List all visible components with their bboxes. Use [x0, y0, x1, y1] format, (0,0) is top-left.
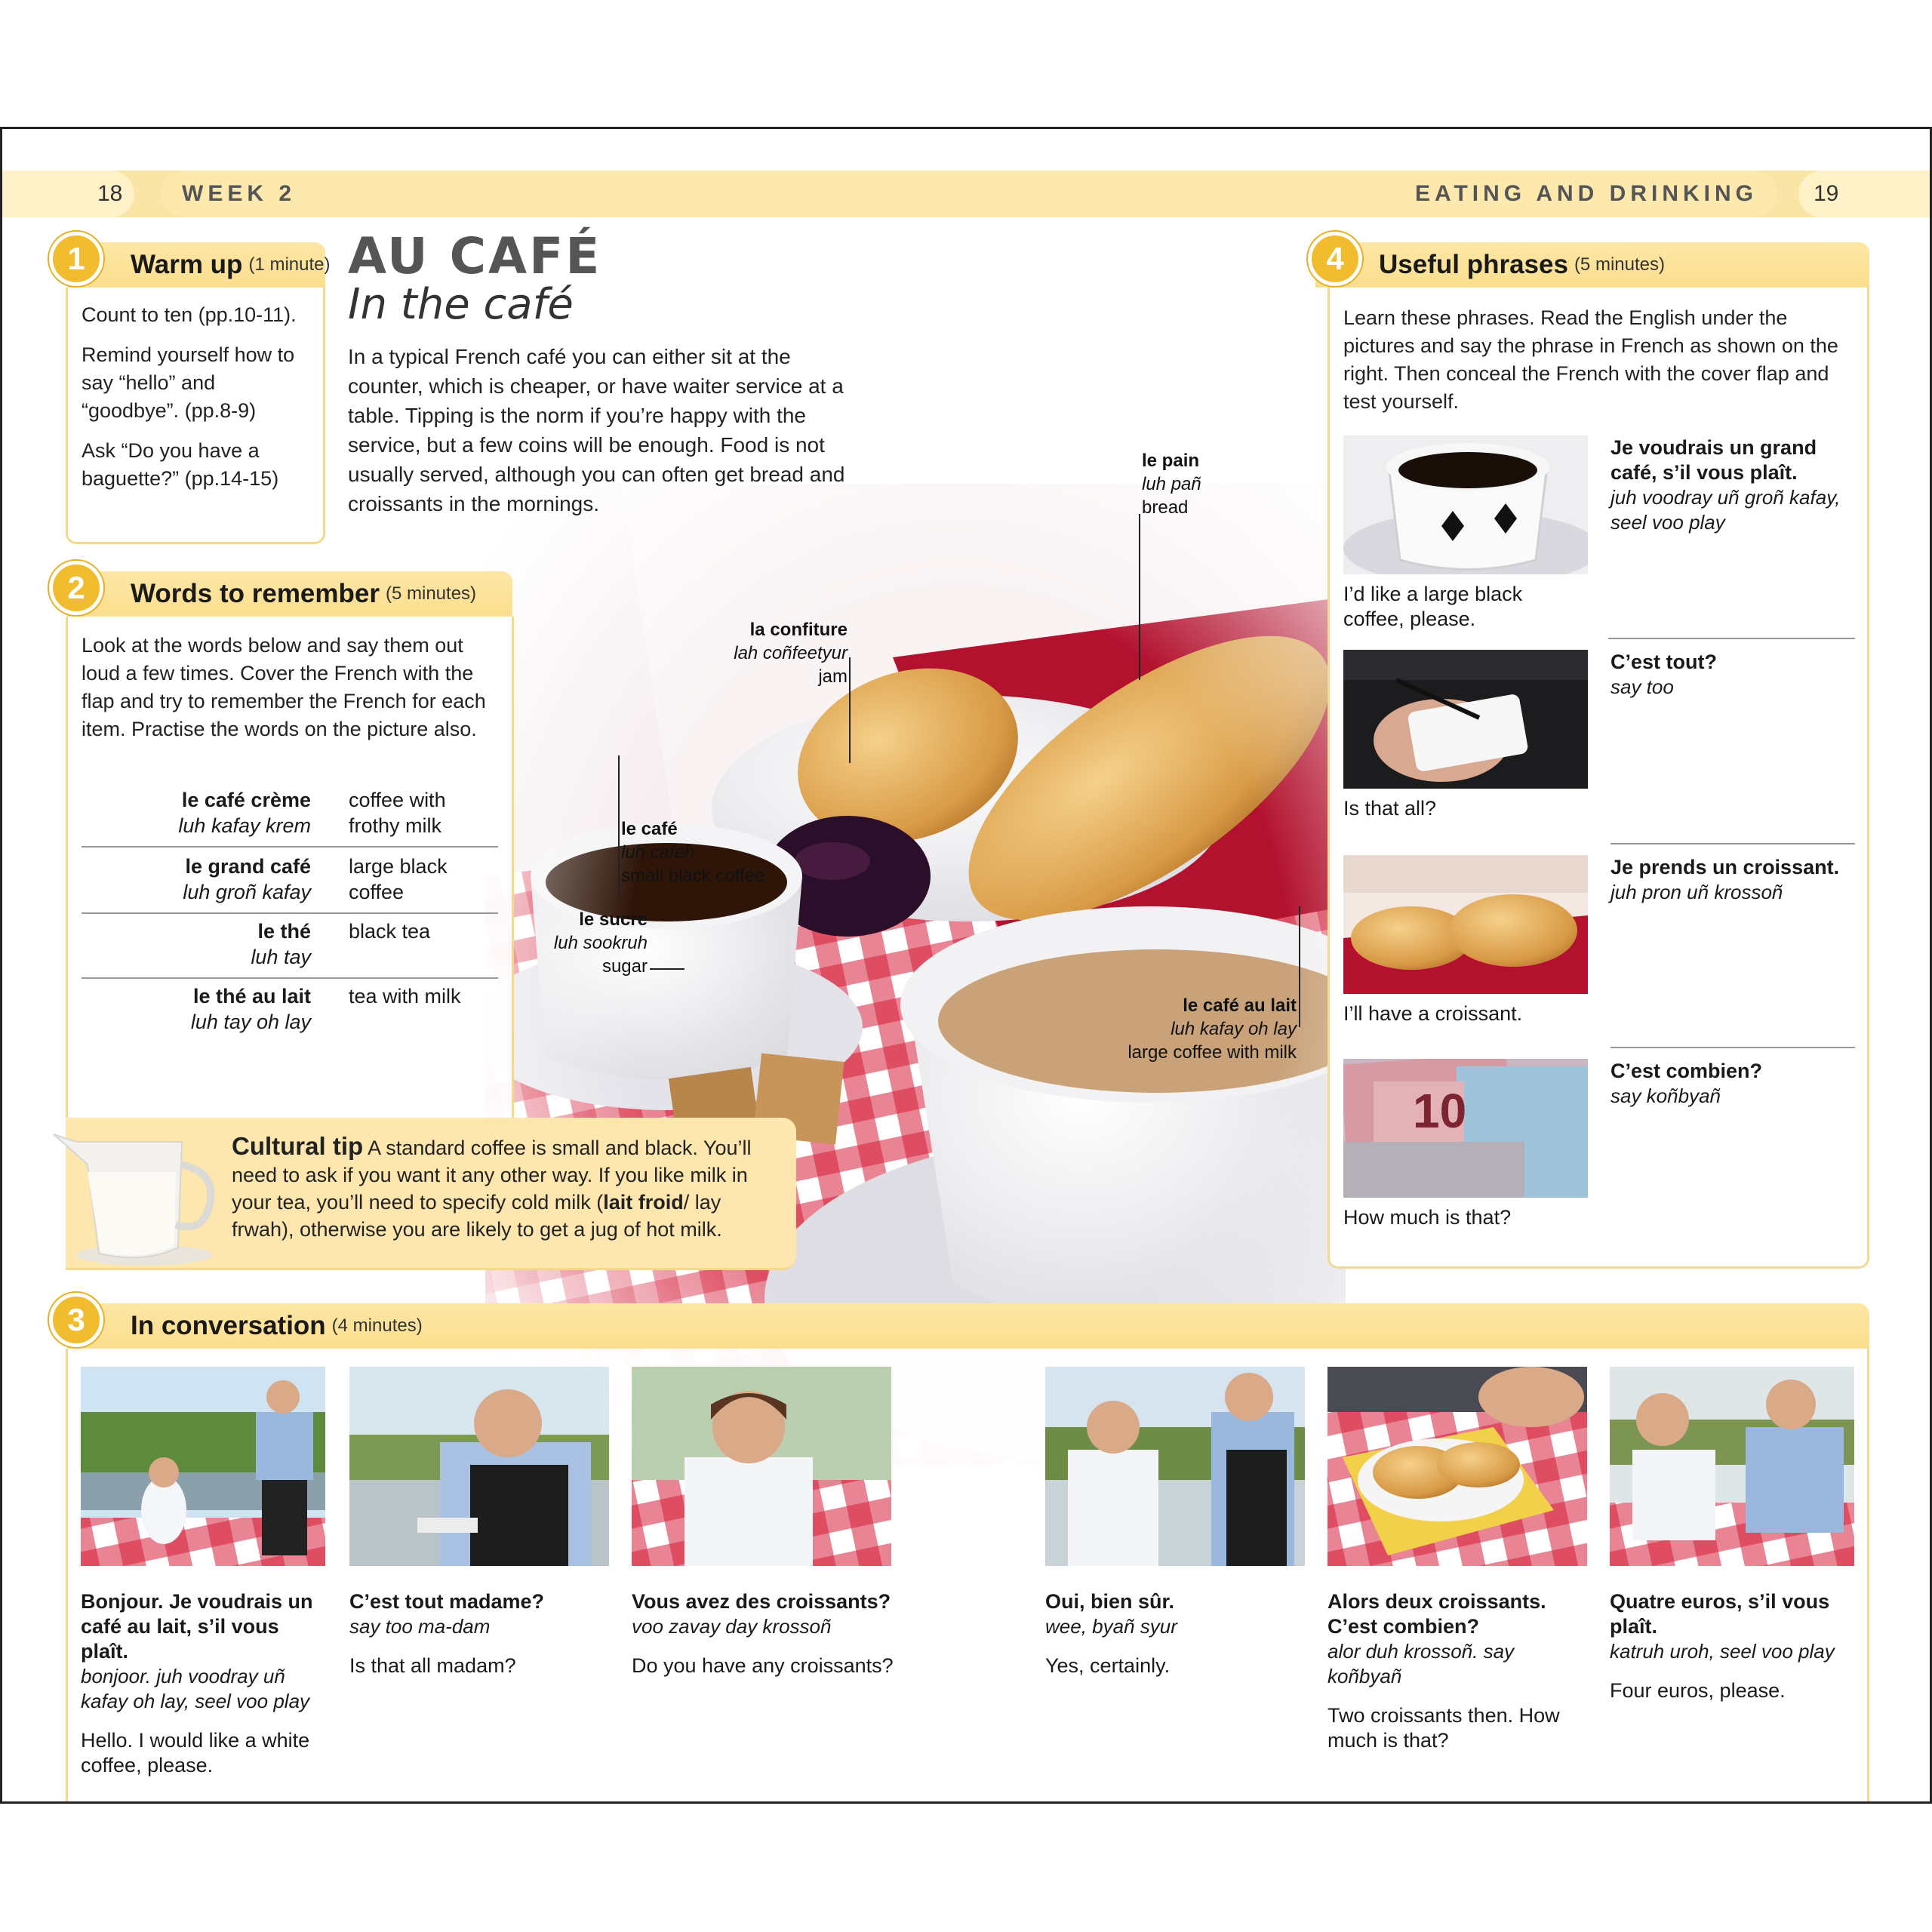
conversation-photo-3: [632, 1367, 891, 1566]
vocab-english: coffee with: [349, 789, 446, 811]
vocab-row: [82, 784, 498, 848]
vocab-french: le grand café: [185, 855, 311, 878]
right-pill-label: EATING AND DRINKING: [1415, 181, 1758, 206]
phrase-french: Je prends un croissant.: [1611, 856, 1840, 878]
conversation-pronunciation: voo zavay day krossoñ: [632, 1615, 832, 1638]
label-large-coffee: [1104, 994, 1297, 1064]
conversation-pronunciation: alor duh krossoñ. say koñbyañ: [1327, 1640, 1515, 1687]
page-title: AU CAFÉ: [348, 227, 602, 285]
conversation-french: Bonjour. Je voudrais un café au lait, s’il vous plaît.: [81, 1590, 313, 1663]
phrase-text-block: [1611, 855, 1855, 905]
conversation-photo-4: [1045, 1367, 1305, 1566]
conversation-pronunciation: katruh uroh, seel voo play: [1610, 1640, 1835, 1663]
phrase-divider-top: [1608, 638, 1853, 639]
words-header: [67, 571, 512, 617]
milk-jug-illustration: [46, 1119, 227, 1270]
warmup-header: [67, 242, 331, 288]
phrases-title: Useful phrases: [1379, 250, 1568, 279]
banknote-value: 10: [1413, 1084, 1467, 1138]
conversation-english: Four euros, please.: [1610, 1679, 1786, 1702]
section-number-4: 4: [1308, 232, 1362, 286]
vocab-french: le thé au lait: [192, 985, 311, 1008]
conversation-line-1: [81, 1589, 330, 1778]
conversation-english: Hello. I would like a white coffee, please.: [81, 1729, 310, 1777]
label-sugar-french: le sucre: [579, 909, 648, 930]
conversation-line-3: [632, 1589, 903, 1678]
conversation-photo-2: [349, 1367, 609, 1566]
conversation-box: [66, 1349, 1869, 1804]
phrase-photo-coffee: [1343, 435, 1588, 574]
vocab-english-line2: frothy milk: [349, 814, 442, 837]
phrase-english: I’d like a large black coffee, please.: [1343, 583, 1523, 630]
left-pill-label: WEEK 2: [182, 181, 297, 206]
croissant-serving-scene-5: [1327, 1367, 1587, 1566]
label-jam-pronunciation: lah coñfeetyur: [734, 643, 848, 663]
vocab-french: le café crème: [181, 789, 311, 811]
vocab-pronunciation: luh tay: [251, 946, 311, 968]
vocab-pronunciation: luh kafay krem: [178, 814, 311, 837]
conversation-french: Oui, bien sûr.: [1045, 1590, 1175, 1613]
label-small-coffee: [621, 817, 764, 888]
vocab-english-line2: coffee: [349, 881, 405, 903]
label-bread: [1142, 449, 1201, 519]
phrase-photo-notepad: [1343, 650, 1588, 789]
conversation-english: Do you have any croissants?: [632, 1654, 894, 1677]
vocab-english: tea with milk: [349, 985, 461, 1008]
vocab-english: black tea: [349, 920, 431, 943]
phrase-english: Is that all?: [1343, 797, 1437, 820]
warmup-title: Warm up: [131, 250, 243, 279]
phrases-box: [1327, 288, 1869, 1269]
warmup-box: [66, 288, 325, 544]
label-bread-english: bread: [1142, 497, 1189, 518]
label-small-coffee-pronunciation: luh cafeh: [621, 842, 695, 863]
warmup-minutes: (1 minute): [248, 254, 331, 275]
waiter-scene-4: [1045, 1367, 1305, 1566]
croissant-illustration: [1343, 855, 1588, 994]
phrase-french: C’est combien?: [1611, 1060, 1763, 1082]
conversation-photo-6: [1610, 1367, 1854, 1566]
label-large-coffee-pronunciation: luh kafay oh lay: [1171, 1019, 1297, 1039]
conversation-english: Two croissants then. How much is that?: [1327, 1704, 1560, 1752]
warmup-item: Ask “Do you have a baguette?” (pp.14-15): [82, 439, 279, 490]
phrase-pronunciation: juh pron uñ krossoñ: [1611, 881, 1783, 903]
phrase-text-block: [1611, 650, 1855, 700]
label-large-coffee-english: large coffee with milk: [1128, 1042, 1297, 1063]
conversation-english: Is that all madam?: [349, 1654, 516, 1677]
milk-jug-image: [46, 1119, 227, 1270]
label-bread-pronunciation: luh pañ: [1142, 474, 1201, 494]
vocab-row: [82, 915, 498, 979]
leader-line-large-coffee: [1299, 906, 1300, 1027]
phrase-french: C’est tout?: [1611, 651, 1717, 673]
conversation-french: Vous avez des croissants?: [632, 1590, 891, 1613]
right-page-number-text: 19: [1814, 181, 1839, 206]
conversation-french: C’est tout madame?: [349, 1590, 545, 1613]
intro-paragraph: In a typical French café you can either sit at the counter, which is cheaper, or have waiter service at a table. Tipping is the norm if you’re happy with the service, but a few coins will be enough. Food is not usually served, although you can often get bread and croissants in the mornings.: [348, 345, 845, 515]
vocab-row: [82, 851, 498, 914]
cultural-tip-text: [232, 1133, 775, 1243]
leader-line-sugar: [650, 968, 685, 970]
label-jam-english: jam: [818, 666, 848, 687]
vocab-french: le thé: [257, 920, 311, 943]
phrase-photo-banknotes: [1343, 1059, 1588, 1198]
vocab-pronunciation: luh groñ kafay: [183, 881, 311, 903]
words-title: Words to remember: [131, 579, 380, 608]
phrase-divider: [1611, 1047, 1855, 1048]
leader-line-small-coffee: [618, 755, 620, 899]
book-spread: [0, 127, 1932, 1804]
cultural-tip-title: Cultural tip: [232, 1132, 364, 1160]
warmup-item: Remind yourself how to say “hello” and “goodbye”. (pp.8-9): [82, 343, 295, 422]
vocab-english: large black: [349, 855, 448, 878]
paying-scene-6: [1610, 1367, 1854, 1566]
phrase-text-block: [1611, 435, 1855, 535]
vocab-pronunciation: luh tay oh lay: [190, 1011, 311, 1033]
label-large-coffee-french: le café au lait: [1183, 995, 1297, 1016]
conversation-pronunciation: wee, byañ syur: [1045, 1615, 1177, 1638]
phrase-french: Je voudrais un grand café, s’il vous plaît.: [1611, 436, 1817, 484]
cultural-tip-body-a: A standard coffee is small and black. You’ll need to ask if you want it any other way. If you like milk in your tea, you’ll need to specify cold milk (: [232, 1137, 752, 1214]
section-number-1: 1: [49, 232, 103, 286]
phrase-pronunciation: say too: [1611, 675, 1674, 698]
label-jam-french: la confiture: [749, 620, 848, 640]
leader-line-bread: [1139, 514, 1140, 680]
label-small-coffee-french: le café: [621, 819, 678, 839]
section-number-2: 2: [49, 561, 103, 615]
customer-scene-3: [632, 1367, 891, 1566]
section-number-3: 3: [49, 1293, 103, 1347]
cultural-tip-body-b: / lay frwah), otherwise you are likely to get a jug of hot milk.: [232, 1191, 722, 1241]
words-minutes: (5 minutes): [386, 583, 477, 604]
right-page-number: [1798, 171, 1932, 217]
left-page-number: [2, 171, 134, 217]
label-bread-french: le pain: [1142, 451, 1200, 471]
conversation-english: Yes, certainly.: [1045, 1654, 1171, 1677]
conversation-minutes: (4 minutes): [331, 1315, 423, 1336]
cultural-tip-bold: lait froid: [603, 1191, 684, 1214]
phrase-photo-croissant: [1343, 855, 1588, 994]
label-jam: [727, 618, 848, 688]
phrases-header: [1315, 242, 1869, 288]
leader-line-jam: [849, 657, 851, 763]
phrase-divider: [1611, 843, 1855, 844]
phrase-pronunciation: juh voodray uñ groñ kafay, seel voo play: [1611, 486, 1841, 534]
label-sugar: [546, 908, 648, 978]
conversation-line-5: [1327, 1589, 1569, 1753]
label-sugar-english: sugar: [601, 956, 648, 977]
conversation-pronunciation: bonjoor. juh voodray uñ kafay oh lay, seel voo play: [81, 1665, 310, 1712]
waiter-scene-1: [81, 1367, 325, 1566]
phrases-intro: Learn these phrases. Read the English under the pictures and say the phrase in French as shown on the right. Then conceal the French with the cover flap and test yourself.: [1343, 306, 1838, 413]
coffee-cup-illustration: [1343, 435, 1588, 574]
conversation-photo-5: [1327, 1367, 1587, 1566]
vocab-row: [82, 980, 498, 1044]
phrase-text-block: [1611, 1059, 1855, 1109]
conversation-pronunciation: say too ma-dam: [349, 1615, 491, 1638]
conversation-line-4: [1045, 1589, 1302, 1678]
conversation-title: In conversation: [131, 1311, 326, 1340]
conversation-french: Quatre euros, s’il vous plaît.: [1610, 1590, 1830, 1638]
page-subtitle: In the café: [348, 280, 574, 329]
phrases-minutes: (5 minutes): [1574, 254, 1665, 275]
conversation-photo-1: [81, 1367, 325, 1566]
conversation-header: [67, 1303, 1869, 1349]
waiter-scene-2: [349, 1367, 609, 1566]
label-small-coffee-english: small black coffee: [621, 866, 765, 886]
warmup-item: Count to ten (pp.10-11).: [82, 303, 297, 326]
conversation-line-6: [1610, 1589, 1851, 1703]
label-sugar-pronunciation: luh sookruh: [553, 933, 648, 953]
conversation-line-2: [349, 1589, 606, 1678]
conversation-french: Alors deux croissants. C’est combien?: [1327, 1590, 1546, 1638]
header-pill: [161, 171, 1777, 217]
left-page-number-text: 18: [97, 181, 123, 206]
phrase-english: I’ll have a croissant.: [1343, 1002, 1523, 1025]
phrase-pronunciation: say koñbyañ: [1611, 1084, 1721, 1107]
words-intro: Look at the words below and say them out loud a few times. Cover the French with the flap and try to remember the French for each item. Practise the words on the picture also.: [82, 634, 486, 740]
notepad-illustration: [1343, 650, 1588, 789]
phrase-english: How much is that?: [1343, 1206, 1512, 1229]
warmup-list: [82, 301, 308, 493]
